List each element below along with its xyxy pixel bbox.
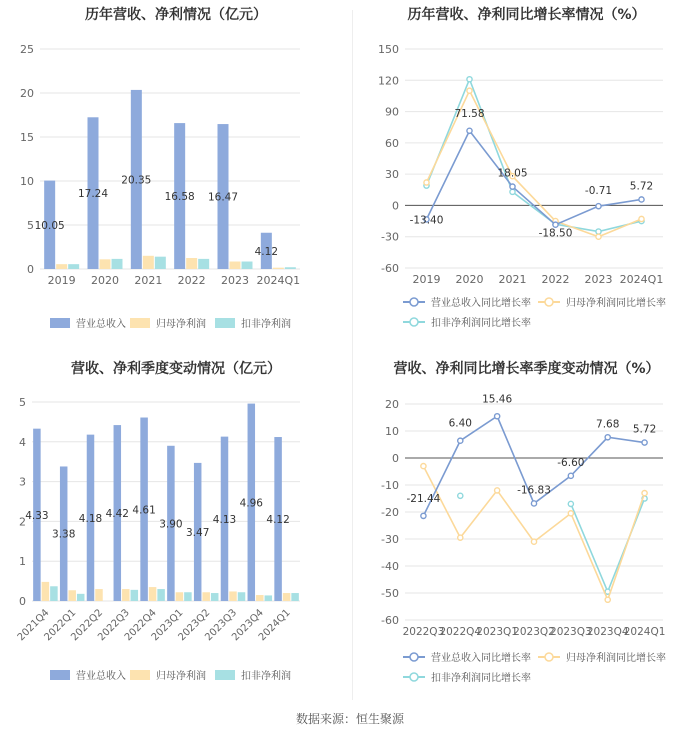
- bar: [100, 259, 111, 269]
- y-tick-label: 60: [385, 136, 399, 150]
- x-tick-label: 2022: [541, 273, 570, 286]
- y-tick-label: -50: [381, 587, 399, 600]
- data-point: [639, 197, 644, 202]
- legend-swatch: [130, 670, 150, 680]
- data-label: 16.47: [207, 191, 239, 204]
- bar: [42, 582, 50, 601]
- x-tick-label: 2023Q4: [586, 626, 629, 638]
- y-tick-label: 90: [385, 105, 399, 119]
- data-label: 4.96: [239, 497, 263, 510]
- x-tick-label: 2024Q1: [619, 273, 664, 286]
- bar: [143, 256, 154, 269]
- bar: [242, 262, 253, 269]
- y-tick-label: 20: [20, 87, 34, 100]
- data-point: [568, 473, 573, 478]
- legend-swatch: [50, 670, 70, 680]
- x-tick-label: 2022Q4: [439, 626, 482, 638]
- legend-marker: [410, 318, 418, 326]
- legend-swatch: [215, 318, 235, 328]
- bar: [184, 592, 192, 601]
- legend-label: 扣非净利润同比增长率: [431, 673, 531, 684]
- bar: [229, 591, 237, 601]
- x-tick-label: 2021: [498, 273, 527, 286]
- data-label: 4.42: [105, 508, 129, 521]
- y-tick-label: 3: [19, 475, 26, 489]
- legend-label: 营业总收入: [76, 671, 126, 682]
- bar: [230, 262, 241, 269]
- data-label: 4.13: [212, 513, 237, 526]
- y-tick-label: -30: [381, 533, 399, 546]
- x-tick-label: 2023Q2: [513, 626, 555, 638]
- x-tick-label: 2023: [584, 273, 613, 286]
- data-point: [421, 513, 426, 518]
- x-tick-label: 2023Q3: [203, 607, 240, 644]
- annual-amount-svg: [0, 0, 352, 350]
- bar: [131, 590, 139, 601]
- data-point: [531, 501, 536, 506]
- bar: [265, 595, 273, 601]
- bar: [149, 587, 157, 601]
- bar: [155, 257, 166, 269]
- x-tick-label: 2020: [455, 273, 484, 286]
- data-point: [642, 491, 647, 496]
- y-tick-label: 25: [20, 43, 34, 56]
- data-label: 5.72: [632, 423, 657, 436]
- y-tick-label: 4: [19, 435, 26, 449]
- data-label: 20.35: [121, 174, 152, 187]
- data-point: [596, 204, 601, 209]
- data-label: 10.05: [34, 219, 65, 232]
- x-tick-label: 2023Q4: [230, 607, 266, 644]
- x-tick-label: 2023Q2: [176, 607, 213, 644]
- y-tick-label: -40: [381, 560, 399, 573]
- data-label: 16.58: [164, 191, 195, 204]
- bar: [186, 258, 197, 269]
- bar: [256, 595, 264, 601]
- data-label: 3.47: [186, 526, 210, 539]
- data-point: [596, 234, 601, 239]
- data-label: -18.50: [538, 227, 573, 240]
- bar: [50, 586, 58, 601]
- y-tick-label: -10: [381, 479, 399, 492]
- chart-title: 营收、净利季度变动情况（亿元）: [71, 361, 281, 377]
- y-tick-label: 150: [378, 43, 399, 56]
- legend-marker: [410, 673, 418, 681]
- legend-label: 营业总收入同比增长率: [431, 653, 531, 664]
- data-label: 4.33: [25, 509, 49, 522]
- x-tick-label: 2020: [91, 274, 119, 287]
- legend-label: 扣非净利润同比增长率: [431, 318, 531, 329]
- data-label: 3.90: [159, 518, 183, 531]
- data-label: -6.60: [557, 456, 585, 469]
- y-tick-label: -30: [381, 230, 399, 244]
- data-label: 15.46: [482, 393, 513, 406]
- data-point: [510, 184, 515, 189]
- y-tick-label: 10: [20, 175, 34, 188]
- x-tick-label: 2021: [134, 274, 163, 287]
- chart-title: 历年营收、净利情况（亿元）: [85, 7, 267, 23]
- data-point: [553, 222, 558, 227]
- bar: [291, 593, 299, 601]
- y-tick-label: -20: [381, 506, 399, 519]
- bar: [112, 259, 123, 269]
- x-tick-label: 2024Q1: [256, 274, 301, 287]
- x-tick-label: 2019: [47, 274, 76, 287]
- annual-amount-chart: [0, 0, 352, 350]
- y-tick-label: 2: [19, 515, 26, 529]
- legend-marker: [545, 653, 553, 661]
- data-label: 17.24: [77, 188, 109, 201]
- quarterly-growth-svg: [353, 350, 700, 705]
- x-tick-label: 2023Q1: [149, 607, 186, 644]
- data-point: [568, 501, 573, 506]
- data-point: [495, 488, 500, 493]
- series-line: [427, 131, 642, 225]
- data-label: -16.83: [517, 484, 551, 497]
- data-label: 3.38: [52, 528, 76, 541]
- data-point: [639, 216, 644, 221]
- data-point: [605, 435, 610, 440]
- legend-label: 营业总收入同比增长率: [431, 298, 531, 309]
- chart-title: 历年营收、净利同比增长率情况（%）: [407, 7, 646, 23]
- bar: [95, 589, 103, 601]
- x-tick-label: 2022Q4: [122, 607, 159, 644]
- bar: [285, 267, 296, 269]
- x-tick-label: 2021Q4: [15, 607, 52, 644]
- legend-marker: [545, 298, 553, 306]
- bar: [273, 268, 284, 269]
- data-point: [421, 464, 426, 469]
- y-tick-label: 20: [385, 398, 399, 411]
- y-tick-label: 0: [27, 263, 34, 276]
- quarterly-amount-svg: [0, 350, 352, 705]
- data-label: 7.68: [596, 418, 620, 431]
- bar: [202, 592, 210, 601]
- data-point: [467, 77, 472, 82]
- legend-label: 归母净利润同比增长率: [566, 298, 666, 309]
- legend-swatch: [215, 670, 235, 680]
- legend-label: 归母净利润: [156, 671, 206, 682]
- bar: [238, 592, 246, 601]
- legend-marker: [410, 653, 418, 661]
- series-line: [427, 79, 642, 231]
- y-tick-label: 30: [385, 168, 399, 182]
- data-label: 4.18: [78, 512, 103, 525]
- annual-growth-chart: [353, 0, 700, 350]
- x-tick-label: 2023Q3: [550, 626, 592, 638]
- bar: [122, 589, 130, 601]
- y-tick-label: 5: [19, 396, 26, 409]
- x-tick-label: 2022Q2: [69, 607, 106, 644]
- y-tick-label: 15: [20, 131, 34, 144]
- y-tick-label: 120: [378, 74, 399, 88]
- legend-swatch: [130, 318, 150, 328]
- annual-growth-svg: [353, 0, 700, 350]
- data-point: [510, 189, 515, 194]
- y-tick-label: 0: [392, 199, 399, 213]
- data-source: 数据来源：恒生聚源: [295, 712, 404, 726]
- legend-label: 归母净利润: [156, 319, 206, 330]
- data-label: -13.40: [409, 214, 444, 227]
- bar: [56, 264, 67, 269]
- x-tick-label: 2019: [412, 273, 441, 286]
- x-tick-label: 2022Q1: [42, 607, 79, 644]
- data-point: [467, 128, 472, 133]
- quarterly-growth-chart: [353, 350, 700, 705]
- x-tick-label: 2024Q1: [623, 626, 666, 638]
- y-tick-label: -60: [381, 262, 399, 275]
- y-tick-label: -60: [381, 614, 399, 627]
- bar: [68, 264, 79, 269]
- data-point: [495, 414, 500, 419]
- data-point: [458, 438, 463, 443]
- bar: [68, 590, 76, 601]
- data-label: 71.58: [454, 107, 485, 120]
- data-point: [531, 539, 536, 544]
- x-tick-label: 2022: [177, 274, 206, 287]
- data-label: -21.44: [406, 492, 441, 505]
- y-tick-label: 10: [385, 425, 399, 438]
- bar: [77, 594, 85, 601]
- data-point: [642, 440, 647, 445]
- y-tick-label: 5: [27, 219, 34, 232]
- data-point: [458, 493, 463, 498]
- data-label: 4.12: [266, 514, 290, 527]
- data-label: 4.61: [132, 504, 156, 517]
- bar: [211, 593, 219, 601]
- x-tick-label: 2024Q1: [256, 607, 293, 644]
- data-point: [568, 511, 573, 516]
- data-label: 4.12: [254, 245, 279, 258]
- legend-marker: [410, 298, 418, 306]
- data-point: [596, 229, 601, 234]
- y-tick-label: 1: [19, 555, 26, 569]
- chart-title: 营收、净利同比增长率季度变动情况（%）: [393, 361, 660, 377]
- x-tick-label: 2023Q1: [476, 626, 518, 638]
- data-point: [458, 535, 463, 540]
- data-point: [467, 88, 472, 93]
- legend-label: 营业总收入: [76, 319, 126, 330]
- quarterly-amount-chart: [0, 350, 352, 705]
- legend-label: 归母净利润同比增长率: [566, 653, 666, 664]
- x-tick-label: 2022Q3: [402, 626, 445, 638]
- data-label: 18.05: [497, 167, 528, 180]
- legend-label: 扣非净利润: [241, 319, 291, 330]
- bar: [198, 259, 209, 269]
- bar: [157, 589, 165, 601]
- data-label: 5.72: [629, 180, 654, 193]
- data-point: [605, 597, 610, 602]
- y-tick-label: 0: [392, 452, 399, 465]
- legend-label: 扣非净利润: [241, 671, 291, 682]
- x-tick-label: 2023: [221, 274, 249, 287]
- y-tick-label: 0: [19, 595, 26, 608]
- bar: [176, 592, 184, 601]
- x-tick-label: 2022Q3: [96, 607, 132, 644]
- data-point: [424, 180, 429, 185]
- legend-swatch: [50, 318, 70, 328]
- bar: [283, 593, 291, 601]
- data-label: -0.71: [584, 185, 613, 198]
- data-label: 6.40: [448, 417, 472, 430]
